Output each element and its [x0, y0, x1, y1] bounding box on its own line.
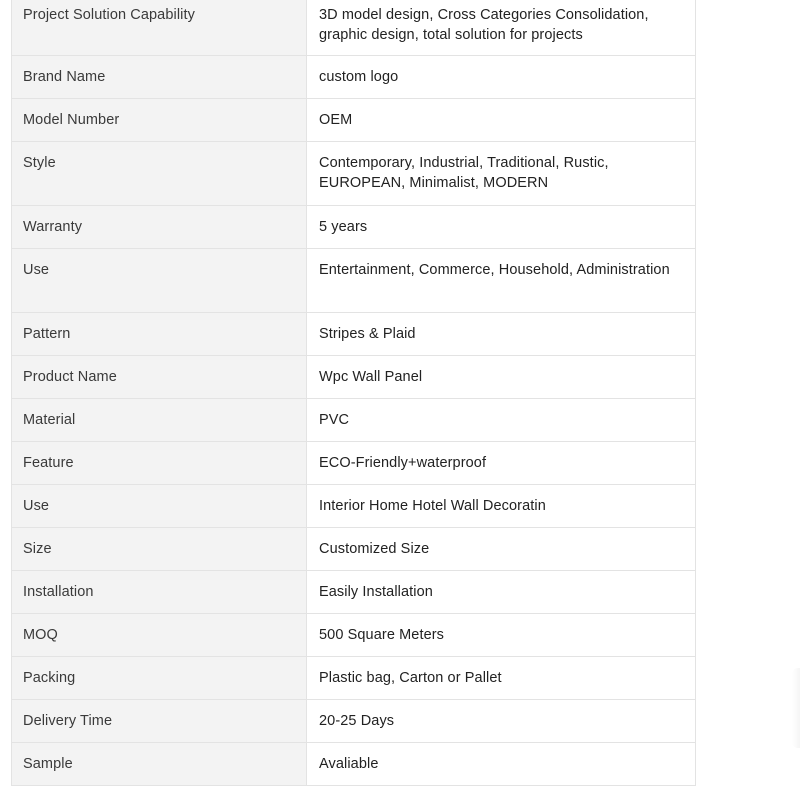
spec-value: custom logo: [307, 56, 696, 99]
spec-value: Stripes & Plaid: [307, 313, 696, 356]
spec-label: Installation: [12, 571, 307, 614]
spec-label: Use: [12, 249, 307, 313]
spec-label: Warranty: [12, 206, 307, 249]
table-row: [12, 313, 696, 356]
spec-label: Delivery Time: [12, 700, 307, 743]
spec-value: 20-25 Days: [307, 700, 696, 743]
table-row: [12, 571, 696, 614]
spec-value: Entertainment, Commerce, Household, Administration: [307, 249, 696, 313]
spec-value: Avaliable: [307, 743, 696, 786]
table-row: [12, 657, 696, 700]
table-row: [12, 99, 696, 142]
spec-value: Easily Installation: [307, 571, 696, 614]
spec-label: Material: [12, 399, 307, 442]
spec-value: 3D model design, Cross Categories Consolidation, graphic design, total solution for projects: [307, 0, 696, 56]
spec-label: MOQ: [12, 614, 307, 657]
spec-value: 5 years: [307, 206, 696, 249]
table-row: [12, 399, 696, 442]
table-row: [12, 142, 696, 206]
spec-label: Feature: [12, 442, 307, 485]
spec-label: Sample: [12, 743, 307, 786]
spec-label: Packing: [12, 657, 307, 700]
scroll-edge-shadow: [792, 668, 800, 748]
spec-value: ECO-Friendly+waterproof: [307, 442, 696, 485]
spec-label: Style: [12, 142, 307, 206]
spec-label: Model Number: [12, 99, 307, 142]
spec-label: Use: [12, 485, 307, 528]
spec-value: Wpc Wall Panel: [307, 356, 696, 399]
table-row: [12, 528, 696, 571]
table-row: [12, 206, 696, 249]
spec-label: Project Solution Capability: [12, 0, 307, 56]
spec-value: OEM: [307, 99, 696, 142]
product-spec-table: [11, 0, 696, 786]
spec-value: Plastic bag, Carton or Pallet: [307, 657, 696, 700]
spec-label: Product Name: [12, 356, 307, 399]
table-row: [12, 743, 696, 786]
spec-value: 500 Square Meters: [307, 614, 696, 657]
table-row: [12, 485, 696, 528]
table-row: [12, 0, 696, 56]
spec-value: PVC: [307, 399, 696, 442]
spec-value: Interior Home Hotel Wall Decoratin: [307, 485, 696, 528]
table-row: [12, 700, 696, 743]
table-row: [12, 614, 696, 657]
spec-label: Size: [12, 528, 307, 571]
spec-label: Brand Name: [12, 56, 307, 99]
spec-value: Customized Size: [307, 528, 696, 571]
table-row: [12, 356, 696, 399]
table-row: [12, 249, 696, 313]
spec-label: Pattern: [12, 313, 307, 356]
spec-value: Contemporary, Industrial, Traditional, Rustic, EUROPEAN, Minimalist, MODERN: [307, 142, 696, 206]
table-row: [12, 56, 696, 99]
table-row: [12, 442, 696, 485]
